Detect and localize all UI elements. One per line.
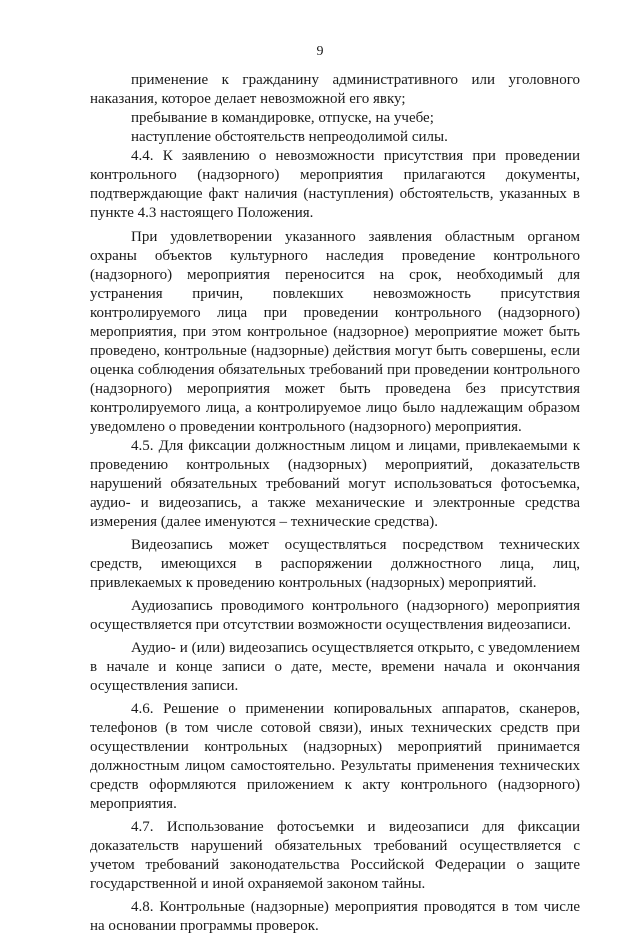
paragraph-open-recording: Аудио- и (или) видеозапись осуществляется открыто, с уведомлением в начале и конце записи о дате, месте, времени начала и окончания осуществления записи. [90, 640, 580, 694]
document-body [90, 71, 580, 936]
paragraph-4-6: 4.6. Решение о применении копировальных аппаратов, сканеров, телефонов (в том числе сотовой связи), иных технических средств при осуществлении контрольных (надзорных) мероприятий принимается должностным лицом самостоятельно. Результаты применения технических средств оформляются приложением к акту контрольного (надзорного) мероприятия. [90, 701, 580, 812]
paragraph-video-recording: Видеозапись может осуществляться посредством технических средств, имеющихся в распоряжении должностного лица, лиц, привлекаемых к проведению контрольных (надзорных) мероприятий. [90, 537, 580, 591]
page-number: 9 [316, 44, 324, 59]
paragraph-4-8: 4.8. Контрольные (надзорные) мероприятия проводятся в том числе на основании программы проверок. [90, 899, 580, 934]
paragraph-force-majeure-reason: наступление обстоятельств непреодолимой силы. [131, 129, 448, 145]
paragraph-4-4: 4.4. К заявлению о невозможности присутствия при проведении контрольного (надзорного) мероприятия прилагаются документы, подтверждающие факт наличия (наступления) обстоятельств, указанных в пункте 4.3 настоящего Положения. [90, 148, 580, 221]
paragraph-business-trip-reason: пребывание в командировке, отпуске, на учебе; [131, 110, 434, 126]
paragraph-4-5: 4.5. Для фиксации должностным лицом и лицами, привлекаемыми к проведению контрольных (надзорных) мероприятий, доказательств нарушений обязательных требований могут использоваться фотосъемка, аудио- и видеозапись, а также механические и электронные средства измерения (далее именуются – технические средства). [90, 438, 580, 530]
paragraph-4-7: 4.7. Использование фотосъемки и видеозаписи для фиксации доказательств нарушений обязательных требований осуществляется с учетом требований законодательства Российской Федерации о защите государственной и иной охраняемой законом тайны. [90, 819, 580, 892]
paragraph-penalty-reason: применение к гражданину административного или уголовного наказания, которое делает невозможной его явку; [90, 72, 580, 107]
paragraph-audio-recording: Аудиозапись проводимого контрольного (надзорного) мероприятия осуществляется при отсутствии возможности осуществления видеозаписи. [90, 598, 580, 633]
paragraph-application-satisfaction: При удовлетворении указанного заявления областным органом охраны объектов культурного наследия проведение контрольного (надзорного) мероприятия переносится на срок, необходимый для устранения причин, повлекших невозможность присутствия контролируемого лица при проведении контрольного (надзорного) мероприятия, при этом контрольное (надзорное) мероприятие может быть проведено, контрольные (надзорные) действия могут быть совершены, если оценка соблюдения обязательных требований при проведении контрольного (надзорного) мероприятия может быть проведена без присутствия контролируемого лица, а контролируемое лицо было надлежащим образом уведомлено о проведении контрольного (надзорного) мероприятия. [90, 229, 580, 435]
